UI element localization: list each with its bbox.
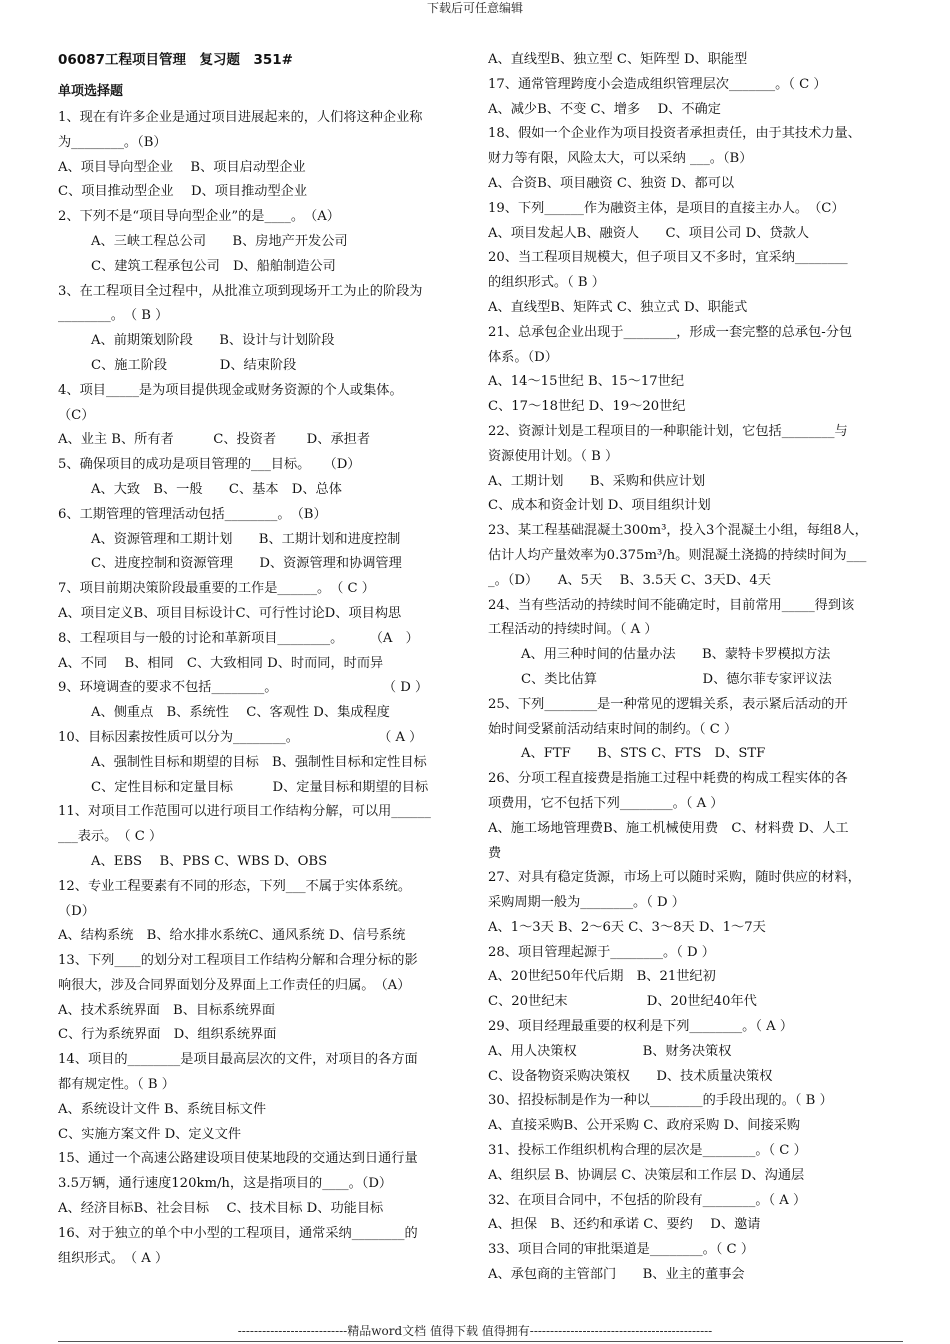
right-column xyxy=(488,48,903,1288)
text-line: A、不同 B、相同 C、大致相同 D、时而同，时而异 xyxy=(58,655,384,671)
text-line: A、项目导向型企业 B、项目启动型企业 xyxy=(58,159,306,175)
text-line: 24、当有些活动的持续时间不能确定时，目前常用_____得到该 xyxy=(488,597,855,613)
text-line: 资源使用计划。（ B ） xyxy=(488,448,619,464)
text-line: 4、项目_____是为项目提供现金或财务资源的个人或集体。 xyxy=(58,382,403,398)
text-line: 组织形式。 （ A ） xyxy=(58,1250,169,1266)
text-line: A、工期计划 B、采购和供应计划 xyxy=(488,473,706,489)
text-line: 21、总承包企业出现于________，形成一套完整的总承包-分包 xyxy=(488,324,853,340)
text-line: 29、项目经理最重要的权利是下列________。（ A ） xyxy=(488,1019,794,1035)
text-line: A、组织层 B、协调层 C、决策层和工作层 D、沟通层 xyxy=(488,1167,805,1183)
right-question-list xyxy=(488,48,903,1288)
text-line: 18、假如一个企业作为项目投资者承担责任，由于其技术力量、 xyxy=(488,126,861,142)
text-line: 9、环境调查的要求不包括________。 （ D ） xyxy=(58,680,429,696)
text-line: 3、在工程项目全过程中，从批准立项到现场开工为止的阶段为 xyxy=(58,283,423,299)
text-line: A、项目定义B、项目目标设计C、可行性讨论D、项目构思 xyxy=(58,605,402,621)
text-line: 12、专业工程要素有不同的形态，下列___不属于实体系统。 xyxy=(58,878,412,894)
text-line: C、成本和资金计划 D、项目组织计划 xyxy=(488,498,711,514)
text-line: A、资源管理和工期计划 B、工期计划和进度控制 xyxy=(91,531,401,547)
text-line: A、业主 B、所有者 C、投资者 D、承担者 xyxy=(58,432,371,448)
text-line: 2、下列不是“项目导向型企业”的是____。 （A） xyxy=(58,209,340,225)
text-line: A、侧重点 B、系统性 C、客观性 D、集成程度 xyxy=(91,705,390,721)
text-line: 15、通过一个高速公路建设项目使某地段的交通达到日通行量 xyxy=(58,1151,418,1167)
text-line: A、三峡工程总公司 B、房地产开发公司 xyxy=(91,233,348,249)
text-line: C、实施方案文件 D、定义文件 xyxy=(58,1126,242,1142)
text-line: A、前期策划阶段 B、设计与计划阶段 xyxy=(91,333,335,349)
text-line: 采购周期一般为________。（ D ） xyxy=(488,895,685,911)
text-line: 31、投标工作组织机构合理的层次是________。（ C ） xyxy=(488,1143,807,1159)
text-line: （D） xyxy=(58,903,95,919)
text-line: 30、招投标制是作为一种以________的手段出现的。（ B ） xyxy=(488,1093,833,1109)
text-line: A、14～15世纪 B、15～17世纪 xyxy=(488,374,685,390)
text-line: A、合资B、项目融资 C、独资 D、都可以 xyxy=(488,175,735,191)
text-line: 的组织形式。（ B ） xyxy=(488,275,605,291)
text-line: 19、下列______作为融资主体，是项目的直接主办人。 （C） xyxy=(488,200,845,216)
text-line: 33、项目合同的审批渠道是________。（ C ） xyxy=(488,1242,755,1258)
text-line: 7、项目前期决策阶段最重要的工作是______。 （ C ） xyxy=(58,581,375,597)
text-line: 3.5万辆，通行速度120km/h，这是指项目的____。（D） xyxy=(58,1176,393,1192)
text-line: 为________。（B） xyxy=(58,134,167,150)
text-line: 23、某工程基础混凝土300m³，投入3个混凝土小组，每组8人， xyxy=(488,523,868,539)
text-line: A、结构系统 B、给水排水系统C、通风系统 D、信号系统 xyxy=(58,928,406,944)
text-line: 1、现在有许多企业是通过项目进展起来的，人们将这种企业称 xyxy=(58,110,423,125)
text-line: C、类比估算 D、德尔菲专家评议法 xyxy=(521,671,832,687)
text-line: ________。 （ B ） xyxy=(58,308,169,324)
text-line: 11、对项目工作范围可以进行项目工作结构分解，可以用______ xyxy=(58,804,431,820)
text-line: 8、工程项目与一般的讨论和革新项目________。 （A ） xyxy=(58,630,419,646)
text-line: A、减少B、不变 C、增多 D、不确定 xyxy=(488,101,721,117)
text-line: A、施工场地管理费B、施工机械使用费 C、材料费 D、人工 xyxy=(488,820,849,836)
text-line: 工程活动的持续时间。（ A ） xyxy=(488,622,658,638)
left-column xyxy=(58,48,476,1271)
text-line: A、大致 B、一般 C、基本 D、总体 xyxy=(91,481,342,497)
text-line: 14、项目的________是项目最高层次的文件，对项目的各方面 xyxy=(58,1052,418,1068)
text-line: 28、项目管理起源于________。（ D ） xyxy=(488,944,715,960)
text-line: A、强制性目标和期望的目标 B、强制性目标和定性目标 xyxy=(91,754,427,770)
text-line: A、经济目标B、社会目标 C、技术目标 D、功能目标 xyxy=(58,1201,384,1217)
text-line: C、行为系统界面 D、组织系统界面 xyxy=(58,1027,277,1043)
text-line: 10、目标因素按性质可以分为________。 （ A ） xyxy=(58,729,423,745)
text-line: A、系统设计文件 B、系统目标文件 xyxy=(58,1101,267,1117)
text-line: 20、当工程项目规模大，但子项目又不多时，宜采纳________ xyxy=(488,250,848,266)
text-line: A、直接采购B、公开采购 C、政府采购 D、间接采购 xyxy=(488,1118,801,1134)
document-title: 06087工程项目管理 复习题 351# xyxy=(58,52,293,68)
text-line: 26、分项工程直接费是指施工过程中耗费的构成工程实体的各 xyxy=(488,771,848,787)
text-line: 响很大，涉及合同界面划分及界面上工作责任的归属。 （A） xyxy=(58,977,411,993)
text-line: C、20世纪末 D、20世纪40年代 xyxy=(488,994,757,1010)
text-line: 27、对具有稳定货源，市场上可以随时采购，随时供应的材料， xyxy=(488,870,861,886)
footer-divider xyxy=(58,1341,903,1342)
text-line: 32、在项目合同中，不包括的阶段有________。（ A ） xyxy=(488,1192,807,1208)
text-line: A、直线型B、矩阵式 C、独立式 D、职能式 xyxy=(488,299,748,315)
text-line: 都有规定性。（ B ） xyxy=(58,1077,175,1093)
text-line: 16、对于独立的单个中小型的工程项目，通常采纳________的 xyxy=(58,1225,418,1241)
text-line: ___表示。 （ C ） xyxy=(58,829,163,845)
section-heading: 单项选择题 xyxy=(58,84,124,99)
text-line: （C） xyxy=(58,407,95,423)
text-line: A、担保 B、还约和承诺 C、要约 D、邀请 xyxy=(488,1217,761,1233)
text-line: A、技术系统界面 B、目标系统界面 xyxy=(58,1002,276,1018)
text-line: 体系。（D） xyxy=(488,349,558,365)
text-line: 始时间受紧前活动结束时间的制约。（ C ） xyxy=(488,721,738,737)
text-line: C、项目推动型企业 D、项目推动型企业 xyxy=(58,184,308,200)
text-line: A、20世纪50年代后期 B、21世纪初 xyxy=(488,969,716,985)
text-line: A、1～3天 B、2～6天 C、3～8天 D、1～7天 xyxy=(488,919,766,935)
text-line: A、直线型B、独立型 C、矩阵型 D、职能型 xyxy=(488,52,748,67)
left-question-list xyxy=(58,106,476,1271)
text-line: 5、确保项目的成功是项目管理的___目标。 （D） xyxy=(58,457,361,473)
page-footer-note: ---------------------------精品word文档 值得下载 值得拥有--------------------------------------------- xyxy=(237,1324,713,1338)
text-line: A、EBS B、PBS C、WBS D、OBS xyxy=(91,853,328,869)
text-line: C、设备物资采购决策权 D、技术质量决策权 xyxy=(488,1068,773,1084)
text-line: 17、通常管理跨度小会造成组织管理层次_______。（ C ） xyxy=(488,76,827,92)
page-header-note: 下载后可任意编辑 xyxy=(426,1,523,15)
text-line: C、施工阶段 D、结束阶段 xyxy=(91,357,297,373)
text-line: C、建筑工程承包公司 D、船舶制造公司 xyxy=(91,258,336,274)
text-line: 费 xyxy=(488,845,502,861)
text-line: 22、资源计划是工程项目的一种职能计划，它包括________与 xyxy=(488,423,848,439)
text-line: A、用三种时间的估量办法 B、蒙特卡罗模拟方法 xyxy=(521,647,831,663)
text-line: C、17～18世纪 D、19～20世纪 xyxy=(488,399,686,415)
text-line: 25、下列________是一种常见的逻辑关系，表示紧后活动的开 xyxy=(488,696,848,712)
text-line: _。（D） A、5天 B、3.5天 C、3天D、4天 xyxy=(488,572,771,588)
text-line: 13、下列____的划分对工程项目工作结构分解和合理分标的影 xyxy=(58,953,418,969)
text-line: 估计人均产量效率为0.375m³/h。则混凝土浇捣的持续时间为___ xyxy=(488,547,867,563)
text-line: A、FTF B、STS C、FTS D、STF xyxy=(521,746,766,762)
text-line: 项费用，它不包括下列________。（ A ） xyxy=(488,795,724,811)
text-line: C、进度控制和资源管理 D、资源管理和协调管理 xyxy=(91,556,402,572)
text-line: 财力等有限，风险太大，可以采纳 ___。（B） xyxy=(488,151,753,167)
text-line: A、承包商的主管部门 B、业主的董事会 xyxy=(488,1267,745,1283)
text-line: 6、工期管理的管理活动包括________。 （B） xyxy=(58,506,327,522)
text-line: A、用人决策权 B、财务决策权 xyxy=(488,1043,732,1059)
text-line: A、项目发起人B、融资人 C、项目公司 D、贷款人 xyxy=(488,225,810,241)
text-line: C、定性目标和定量目标 D、定量目标和期望的目标 xyxy=(91,779,429,795)
